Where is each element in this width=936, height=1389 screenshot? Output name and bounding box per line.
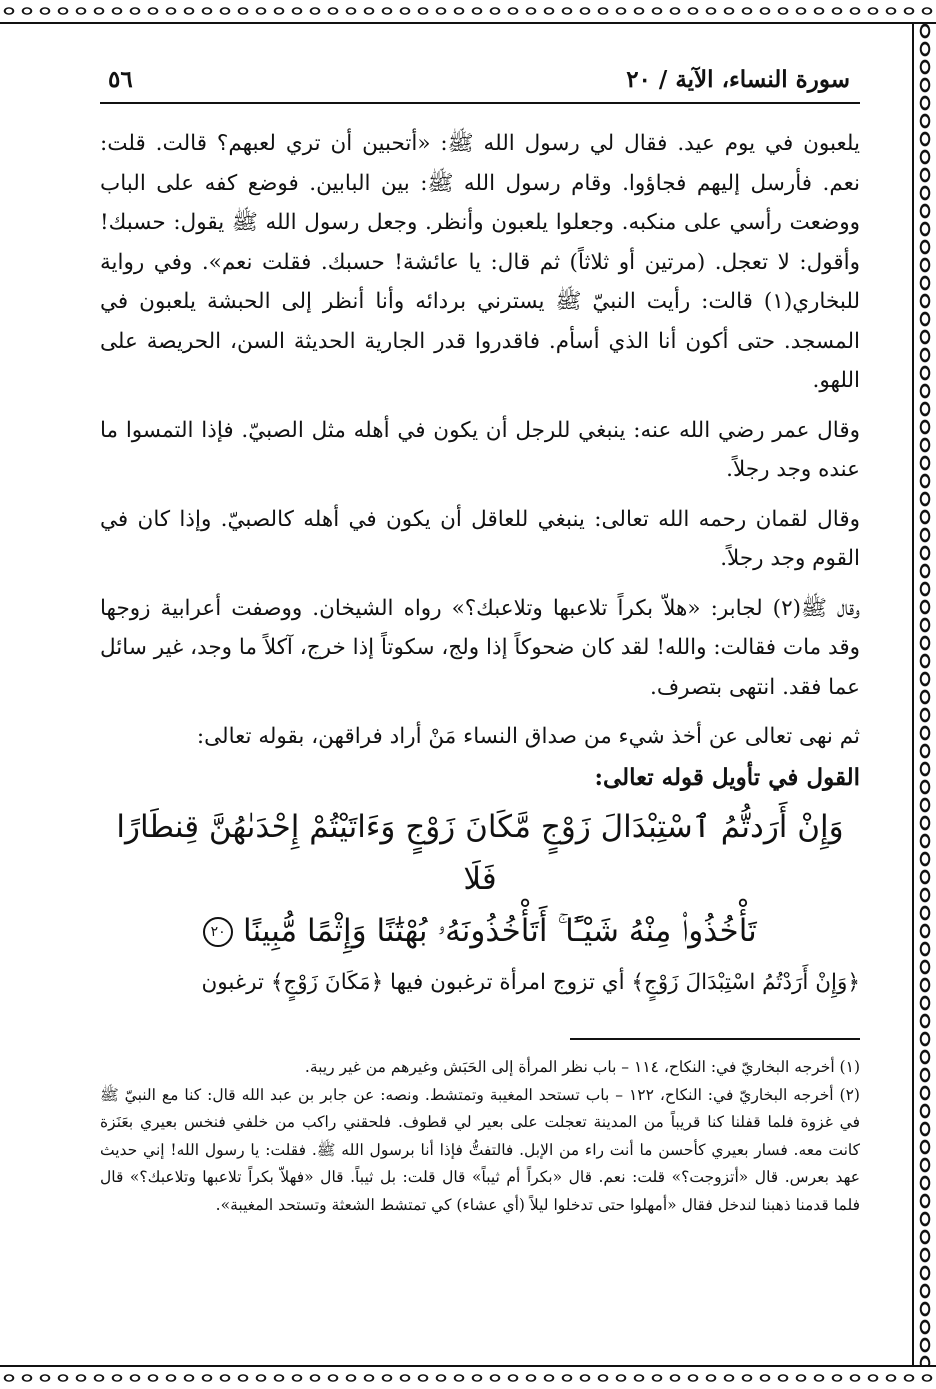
decorative-border-top	[0, 0, 936, 24]
verse-line: تَأْخُذُوا۟ مِنْهُ شَيْـًٔا ۚ أَتَأْخُذُونَهُۥ بُهْتَٰنًا وَإِثْمًا مُّبِينًا	[243, 912, 757, 949]
footnote: (١) أخرجه البخاريّ في: النكاح، ١١٤ – باب نظر المرأة إلى الحَبَش وغيرهم من غير ريبة.	[304, 1058, 860, 1076]
paragraph: وقال عمر رضي الله عنه: ينبغي للرجل أن يكون في أهله مثل الصبيّ. فإذا التمسوا ما عنده وجد رجلاً.	[100, 417, 860, 482]
footnote-divider	[570, 1038, 860, 1040]
paragraph: وقال ﷺ(٢) لجابر: «هلاّ بكراً تلاعبها وتلاعبك؟» رواه الشيخان. ووصفت أعرابية زوجها وقد مات فقالت: والله! لقد كان ضحوكاً إذا ولج، سكوتاً إذا خرج، آكلاً ما وجد، غير سائل عما فقد. انتهى بتصرف.	[100, 595, 860, 700]
verse-line-last	[100, 905, 860, 957]
footnotes	[100, 1054, 860, 1219]
verse-number-marker: ٢٠	[203, 917, 233, 947]
footnote: (٢) أخرجه البخاريّ في: النكاح، ١٢٢ – باب تستحد المغيبة وتمتشط. ونصه: عن جابر بن عبد الله قال: كنا مع النبيّ ﷺ في غزوة فلما قفلنا كنا قريباً من المدينة تعجلت على بعير لي قطوف. فلحقني راكب من خلفي فنخس بعيري بعَنَزة كانت معه. فسار بعيري كأحسن ما أنت راء من الإبل. فالتفتُّ فإذا أنا برسول الله ﷺ. فقلت: يا رسول الله! إني حديث عهد بعرس. قال «أتزوجت؟» قلت: نعم. قال «بكراً أم ثيباً» قال قلت: بل ثيباً. قال «فهلاّ بكراً تلاعبها وتلاعبك؟» قال فلما قدمنا ذهبنا لندخل فقال «أمهلوا حتى تدخلوا ليلاً (أي عشاء) كي تمتشط الشعثة وتستحد المغيبة».	[100, 1085, 860, 1214]
book-page	[100, 60, 860, 1350]
decorative-border-bottom	[0, 1365, 936, 1389]
commentary: ﴿وَإِنْ أَرَدْتُمُ اسْتِبْدَالَ زَوْجٍ﴾ أي تزوج امرأة ترغبون فيها ﴿مَكَانَ زَوْجٍ﴾ ترغبون	[201, 969, 860, 995]
verse-line: وَإِنْ أَرَدتُّمُ ٱسْتِبْدَالَ زَوْجٍ مَّكَانَ زَوْجٍ وَءَاتَيْتُمْ إِحْدَىٰهُنَّ قِنطَارًا فَلَا	[116, 808, 844, 897]
section-heading: القول في تأويل قوله تعالى:	[594, 763, 860, 791]
running-title: سورة النساء، الآية / ٢٠	[626, 66, 850, 93]
page-number: ٥٦	[108, 66, 133, 93]
paragraph: وقال لقمان رحمه الله تعالى: ينبغي للعاقل أن يكون في أهله كالصبيّ. وإذا كان في القوم وجد رجلاً.	[100, 506, 860, 571]
main-text	[100, 124, 860, 1002]
decorative-border-right	[912, 22, 936, 1367]
paragraph: يلعبون في يوم عيد. فقال لي رسول الله ﷺ: «أتحبين أن تري لعبهم؟ قالت. قلت: نعم. فأرسل إليهم فجاؤوا. وقام رسول الله ﷺ: بين البابين. فوضع كفه على الباب ووضعت رأسي على منكبه. وجعلوا يلعبون وأنظر. وجعل رسول الله ﷺ يقول: حسبك! وأقول: لا تعجل. (مرتين أو ثلاثاً) ثم قال: يا عائشة! حسبك. فقلت نعم». وفي رواية للبخاري(١) قالت: رأيت النبيّ ﷺ يسترني بردائه وأنا أنظر إلى الحبشة يلعبون في المسجد. حتى أكون أنا الذي أسأم. فاقدروا قدر الجارية الحديثة السن، الحريصة على اللهو.	[100, 131, 860, 393]
quran-verse	[100, 801, 860, 957]
page-header	[100, 60, 860, 104]
paragraph: ثم نهى تعالى عن أخذ شيء من صداق النساء مَنْ أراد فراقهن، بقوله تعالى:	[196, 724, 860, 749]
